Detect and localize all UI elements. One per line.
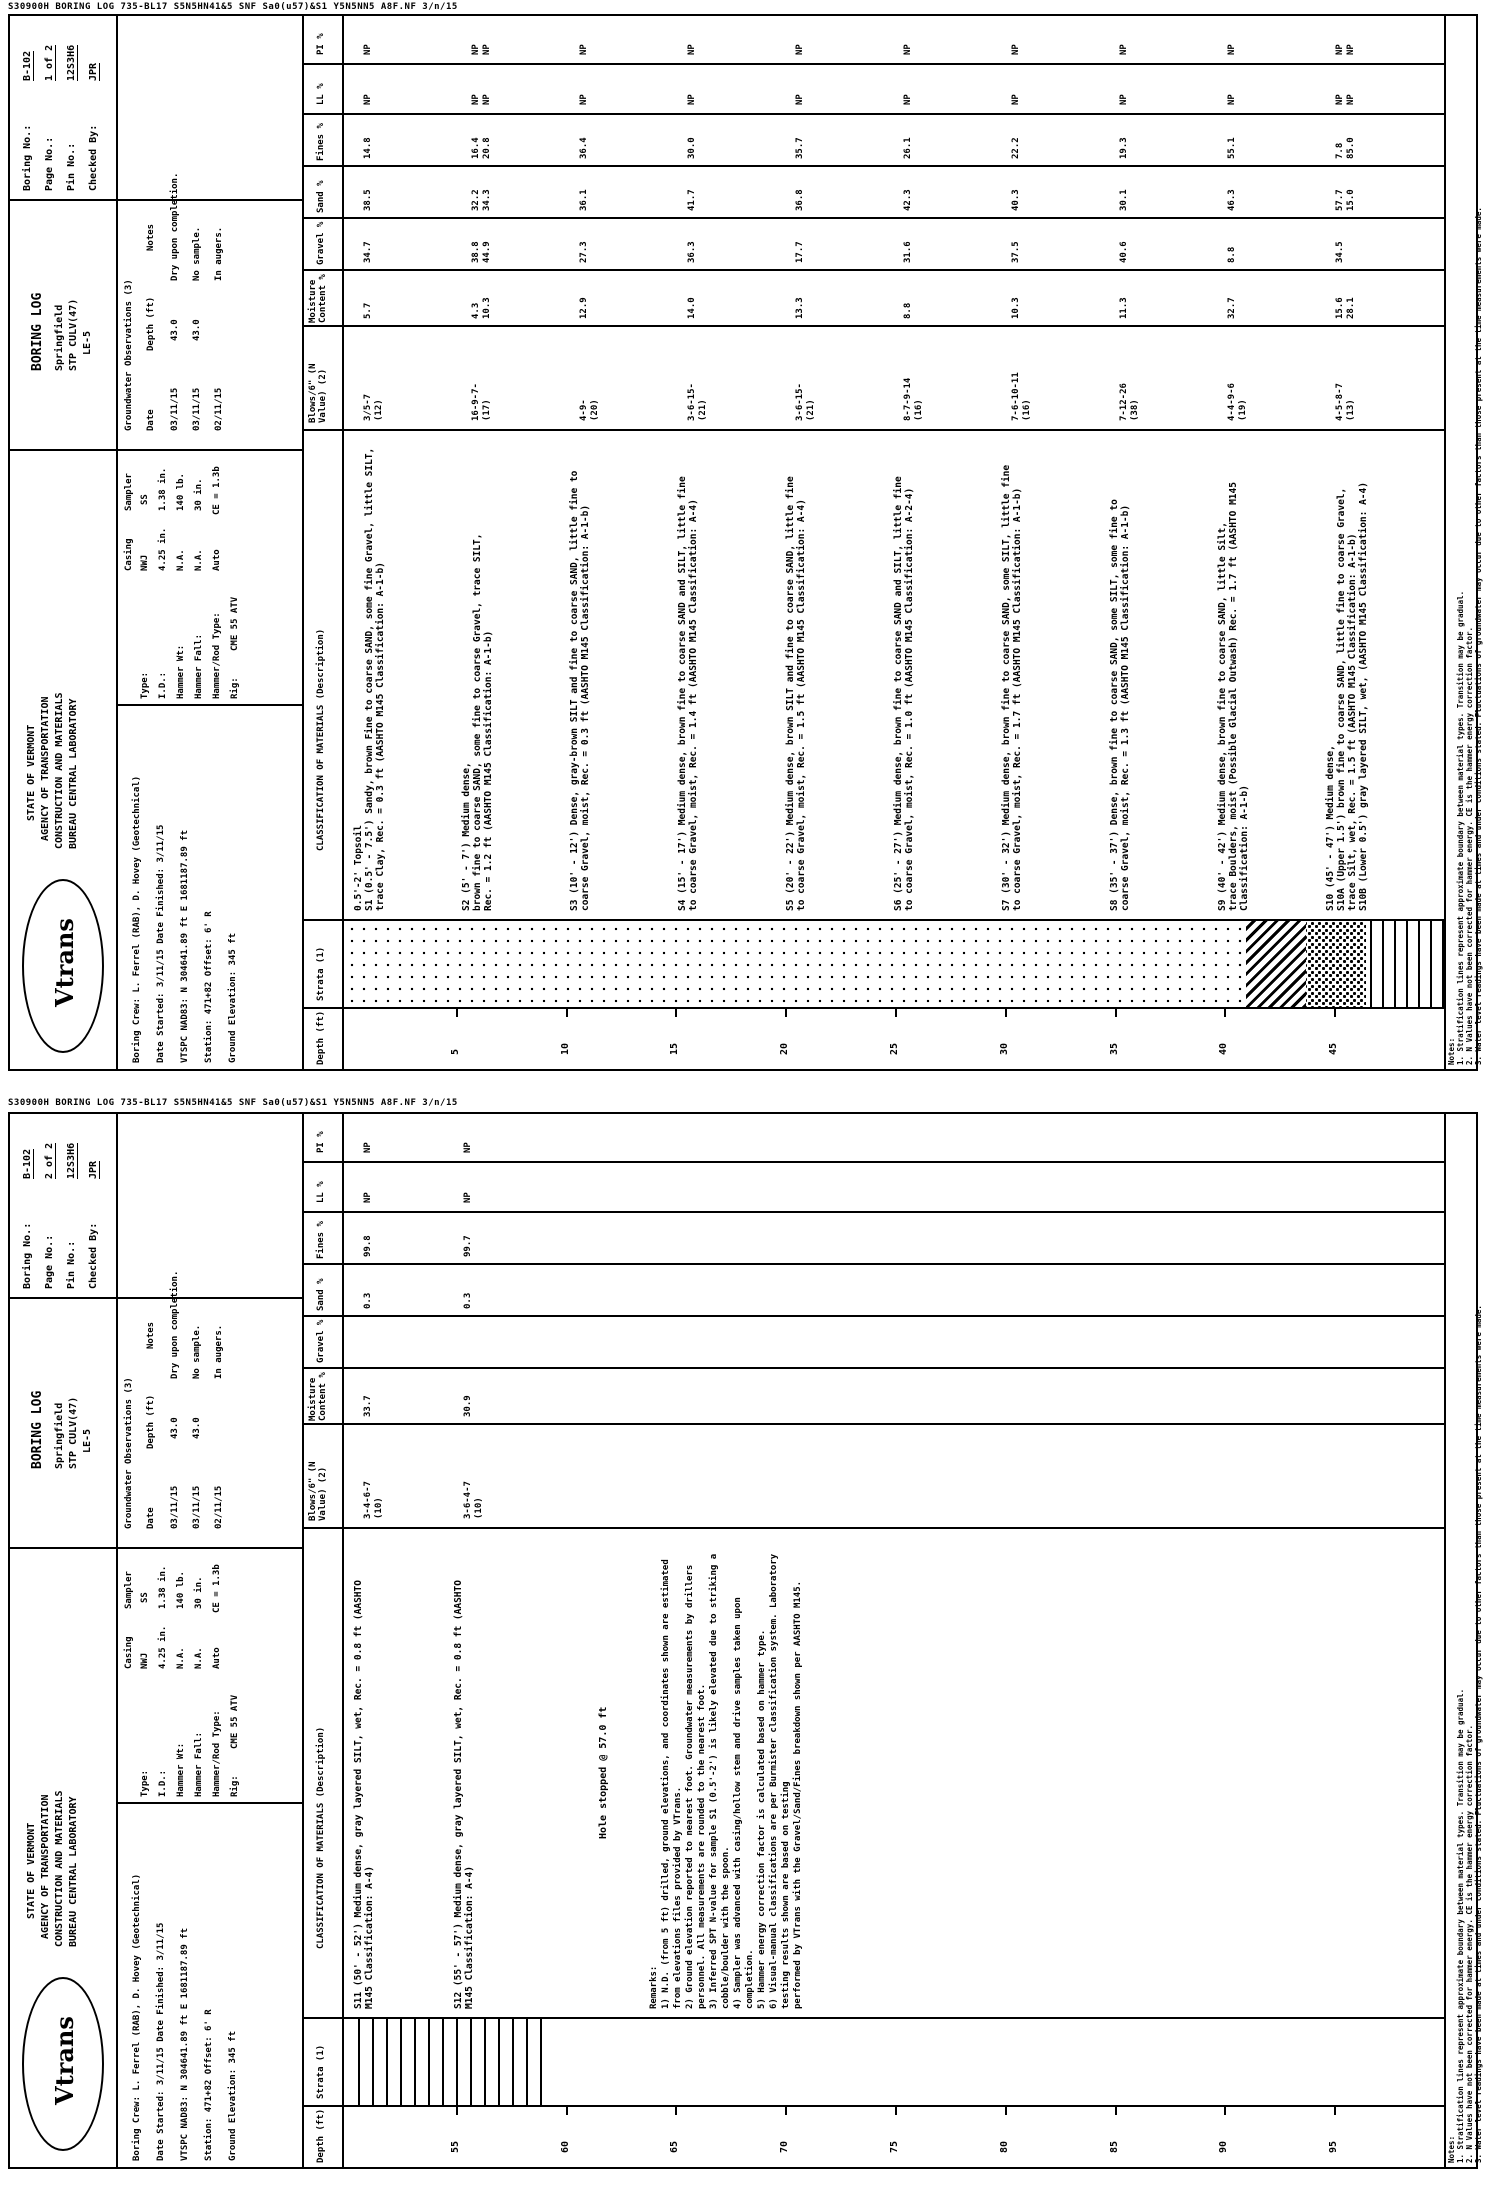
agency-line1: STATE OF VERMONT: [26, 1822, 37, 1919]
agency-line3: CONSTRUCTION AND MATERIALS: [54, 692, 65, 849]
hammer-wt-sampler: 140 lb.: [176, 1571, 186, 1609]
sample-gravel: 40.6: [1119, 241, 1129, 263]
sample-gravel: 36.3: [687, 241, 697, 263]
sample-pi: NP: [1119, 44, 1129, 55]
sample-fines: 55.1: [1227, 137, 1237, 159]
agency-line1: STATE OF VERMONT: [26, 724, 37, 821]
sheet1-header-line: S30900H BORING LOG 735-BL17 S5N5HN41&5 SNF Sa0(u57)&S1 Y5N5NN5 A8F.NF 3/n/15: [8, 2, 458, 12]
depth-tick: [1005, 1009, 1007, 1017]
log-title: BORING LOG: [30, 292, 45, 371]
sample-sand: 41.7: [687, 189, 697, 211]
sample-gravel: 38.8 44.9: [471, 241, 492, 263]
rig: CME 55 ATV: [230, 1694, 240, 1749]
pin-no: 12S3H6: [66, 1142, 77, 1179]
sample-moisture: 5.7: [363, 302, 373, 319]
sample-description: S7 (30' - 32') Medium dense, brown fine to coarse SAND, some SILT, little fine to coarse Gravel, moist, Rec. = 1.7 ft (AASHTO M145 Classification: A-1-b): [1001, 464, 1023, 911]
depth-tick-label: 45: [1328, 1042, 1339, 1055]
sample-fines: 30.0: [687, 137, 697, 159]
depth-tick: [1334, 1009, 1336, 1017]
sample-moisture: 15.6 28.1: [1335, 297, 1356, 319]
hammer-type-sampler: CE = 1.3b: [212, 1564, 222, 1613]
agency-line2: AGENCY OF TRANSPORTATION: [40, 696, 51, 841]
sample-moisture: 32.7: [1227, 297, 1237, 319]
gw-row-depth: 43.0: [170, 319, 180, 341]
sampler-heading: Sampler: [124, 1571, 134, 1609]
checked-by: JPR: [88, 1160, 99, 1179]
pin-no: 12S3H6: [66, 44, 77, 81]
sample-blows: 4-4-9-6 (19): [1227, 383, 1248, 421]
sample-blows: 16-9-7- (17): [471, 383, 492, 421]
depth-tick: [1005, 2107, 1007, 2115]
title-block: [8, 14, 304, 1071]
vtrans-logo: Vtrans: [22, 879, 104, 1053]
sample-moisture: 11.3: [1119, 297, 1129, 319]
depth-tick-label: 75: [889, 2140, 900, 2153]
col-fines: Fines %: [316, 1221, 326, 1259]
sample-description: 0.5'-2' Topsoil S1 (0.5' - 7.5') Sandy, brown Fine to coarse SAND, some fine Gravel, little SILT, trace Clay, Rec. = 0.3 ft (AASHTO M145 Classification: A-1-b): [353, 447, 386, 911]
sample-blows: 3-4-6-7 (10): [363, 1481, 384, 1519]
sample-ll: NP: [1119, 94, 1129, 105]
sample-description: S6 (25' - 27') Medium dense, brown fine to coarse SAND and SILT, little fine to coarse Gravel, moist, Rec. = 1.0 ft (AASHTO M145 Classification: A-2-4): [893, 476, 915, 911]
depth-tick-label: 95: [1328, 2140, 1339, 2153]
type-sampler: SS: [140, 494, 150, 505]
gw-row-date: 03/11/15: [192, 1485, 202, 1529]
sample-blows: 3-6-4-7 (10): [463, 1481, 484, 1519]
type-casing: NWJ: [140, 1652, 150, 1669]
hammer-fall-sampler: 30 in.: [194, 478, 204, 511]
depth-tick-label: 25: [889, 1042, 900, 1055]
depth-tick: [675, 2107, 677, 2115]
groundwater-title: Groundwater Observations (3): [124, 279, 134, 431]
gw-row-date: 02/11/15: [214, 387, 224, 431]
page-no-label: Page No.:: [44, 136, 55, 191]
col-moisture: Moisture Content %: [308, 1372, 328, 1421]
hammer-type-label: Hammer/Rod Type:: [212, 1710, 222, 1797]
gw-row-notes: Dry upon completion.: [170, 172, 180, 281]
hammer-wt-casing: N.A.: [176, 549, 186, 571]
notes-block: [1446, 1112, 1483, 2169]
depth-tick: [895, 2107, 897, 2115]
depth-tick-label: 35: [1109, 1042, 1120, 1055]
strata-boulder-pattern: [1306, 921, 1366, 1007]
sample-pi: NP: [795, 44, 805, 55]
id-casing: 4.25 in.: [158, 527, 168, 571]
strata-silt-pattern: [1366, 921, 1444, 1007]
sample-sand: 30.1: [1119, 189, 1129, 211]
sample-moisture: 33.7: [363, 1395, 373, 1417]
boring-crew: Boring Crew: L. Ferrel (RAB), D. Hovey (Geotechnical): [132, 775, 142, 1063]
id-sampler: 1.38 in.: [158, 1565, 168, 1609]
sample-description: S11 (50' - 52') Medium dense, gray layered SILT, wet, Rec. = 0.8 ft (AASHTO M145 Classification: A-4): [353, 1580, 375, 2009]
project-number: STP CULV(47): [68, 1396, 79, 1469]
col-blows: Blows/6" (N Value) (2): [308, 1461, 328, 1521]
sample-description: S8 (35' - 37') Dense, brown fine to coarse SAND, some SILT, some fine to coarse Gravel, moist, Rec. = 1.3 ft (AASHTO M145 Classification: A-1-b): [1109, 499, 1131, 911]
sample-description: S2 (5' - 7') Medium dense, brown fine to coarse SAND, some fine to coarse Gravel, trace SILT, Rec. = 1.2 ft (AASHTO M145 Classification: A-1-b): [461, 533, 494, 911]
hammer-fall-sampler: 30 in.: [194, 1576, 204, 1609]
sheet2-header-line: S30900H BORING LOG 735-BL17 S5N5HN41&5 SNF Sa0(u57)&S1 Y5N5NN5 A8F.NF 3/n/15: [8, 1098, 458, 1108]
depth-tick: [1224, 1009, 1226, 1017]
sample-blows: 4-9- (20): [579, 399, 600, 421]
col-gravel: Gravel %: [316, 221, 326, 265]
checked-by: JPR: [88, 62, 99, 81]
dates: Date Started: 3/11/15 Date Finished: 3/11/15: [156, 824, 166, 1063]
page-no: 2 of 2: [44, 1142, 55, 1179]
sample-fines: 22.2: [1011, 137, 1021, 159]
sample-gravel: 34.5: [1335, 241, 1345, 263]
col-sand: Sand %: [316, 180, 326, 213]
project-code: LE-5: [82, 1428, 93, 1453]
sample-description: S10 (45' - 47') Medium dense, S10A (Upper 1.5') brown fine to coarse SAND, little fine to coarse Gravel, trace Silt, wet, Rec. = 1.5 ft (AASHTO M145 Classification: A-1-b) S10B (Lower 0.5') gray layered SILT, wet, (AASHTO M145 Classification: A-4): [1325, 482, 1369, 911]
gw-h-depth: Depth (ft): [146, 1394, 156, 1449]
sample-moisture: 13.3: [795, 297, 805, 319]
gw-row-depth: 43.0: [192, 1417, 202, 1439]
sample-pi: NP: [363, 44, 373, 55]
sample-ll: NP: [363, 94, 373, 105]
sample-pi: NP: [463, 1142, 473, 1153]
sheet2: [8, 1112, 1483, 2169]
sample-ll: NP: [795, 94, 805, 105]
rig-label: Rig:: [230, 677, 240, 699]
sample-pi: NP: [1011, 44, 1021, 55]
depth-tick: [1224, 2107, 1226, 2115]
depth-tick: [566, 1009, 568, 1017]
sample-blows: 7-6-10-11 (16): [1011, 372, 1032, 421]
page-no-label: Page No.:: [44, 1234, 55, 1289]
sample-blows: 7-12-26 (38): [1119, 383, 1140, 421]
depth-tick-label: 30: [999, 1042, 1010, 1055]
sample-blows: 3-6-15- (21): [795, 383, 816, 421]
sample-sand: 46.3: [1227, 189, 1237, 211]
type-sampler: SS: [140, 1592, 150, 1603]
col-description: CLASSIFICATION OF MATERIALS (Description): [316, 628, 326, 851]
gw-row-notes: No sample.: [192, 1324, 202, 1379]
sample-gravel: 31.6: [903, 241, 913, 263]
depth-tick-label: 15: [669, 1042, 680, 1055]
project-code: LE-5: [82, 330, 93, 355]
sample-gravel: 8.8: [1227, 246, 1237, 263]
depth-tick: [1115, 1009, 1117, 1017]
project-number: STP CULV(47): [68, 298, 79, 371]
depth-tick-label: 40: [1218, 1042, 1229, 1055]
gw-row-date: 02/11/15: [214, 1485, 224, 1529]
sample-pi: NP NP: [471, 44, 492, 55]
boring-no-label: Boring No.:: [22, 1222, 33, 1289]
type-label: Type:: [140, 671, 150, 699]
checked-label: Checked By:: [88, 1222, 99, 1289]
vtspc-coords: VTSPC NAD83: N 304641.89 ft E 1681187.89 ft: [180, 1928, 190, 2161]
gw-row-date: 03/11/15: [170, 387, 180, 431]
col-blows: Blows/6" (N Value) (2): [308, 363, 328, 423]
depth-tick-label: 70: [779, 2140, 790, 2153]
groundwater-title: Groundwater Observations (3): [124, 1377, 134, 1529]
hammer-fall-label: Hammer Fall:: [194, 633, 204, 699]
sample-sand: 36.8: [795, 189, 805, 211]
hammer-wt-sampler: 140 lb.: [176, 473, 186, 511]
id-casing: 4.25 in.: [158, 1625, 168, 1669]
sample-ll: NP: [903, 94, 913, 105]
column-header-row: [304, 14, 344, 1071]
sample-description: S3 (10' - 12') Dense, gray-brown SILT and fine to coarse SAND, little fine to coarse Gravel, moist, Rec. = 0.3 ft (AASHTO M145 Classification: A-1-b): [569, 470, 591, 911]
col-strata: Strata (1): [316, 946, 326, 1001]
sample-sand: 36.1: [579, 189, 589, 211]
depth-tick-label: 90: [1218, 2140, 1229, 2153]
sample-fines: 35.7: [795, 137, 805, 159]
notes-text: Notes: 1. Stratification lines represent approximate boundary between material types. Transition may be gradual. 2. N Values have not been corrected for hammer energy. CE is the hammer energy correction factor. 3. Water level readings have been made at times and under conditions stated. Fluctuations of groundwater may occur due to other factors than those present at the time measurements were made.: [1447, 207, 1483, 1065]
ground-elevation: Ground Elevation: 345 ft: [228, 932, 238, 1063]
sample-pi: NP: [1227, 44, 1237, 55]
depth-tick: [895, 1009, 897, 1017]
depth-tick-label: 5: [450, 1048, 461, 1055]
id-label: I.D.:: [158, 671, 168, 699]
sample-blows: 3/5-7 (12): [363, 393, 384, 421]
depth-tick: [785, 1009, 787, 1017]
sample-fines: 36.4: [579, 137, 589, 159]
gw-h-notes: Notes: [146, 1321, 156, 1349]
rig: CME 55 ATV: [230, 596, 240, 651]
agency-line2: AGENCY OF TRANSPORTATION: [40, 1794, 51, 1939]
col-depth: Depth (ft): [316, 1010, 326, 1065]
type-label: Type:: [140, 1769, 150, 1797]
sample-description: S9 (40' - 42') Medium dense, brown fine to coarse SAND, little Silt, trace Boulders, moist (Possible Glacial Outwash) Rec. = 1.7 ft (AASHTO M145 Classification: A-1-b): [1217, 482, 1250, 911]
vtrans-logo: Vtrans: [22, 1977, 104, 2151]
notes-text: Notes: 1. Stratification lines represent approximate boundary between material types. Transition may be gradual. 2. N Values have not been corrected for hammer energy. CE is the hammer energy correction factor. 3. Water level readings have been made at times and under conditions stated. Fluctuations of groundwater may occur due to other factors than those present at the time measurements were made.: [1447, 1305, 1483, 2163]
sample-moisture: 8.8: [903, 302, 913, 319]
project-town: Springfield: [54, 1402, 65, 1469]
hammer-type-casing: Auto: [212, 549, 222, 571]
col-depth: Depth (ft): [316, 2108, 326, 2163]
type-casing: NWJ: [140, 554, 150, 571]
agency-line4: BUREAU CENTRAL LABORATORY: [68, 698, 79, 849]
sheet1: [8, 14, 1483, 1071]
depth-tick: [456, 2107, 458, 2115]
sample-pi: NP: [903, 44, 913, 55]
sample-moisture: 30.9: [463, 1395, 473, 1417]
title-block: [8, 1112, 304, 2169]
sampler-heading: Sampler: [124, 473, 134, 511]
depth-tick-label: 65: [669, 2140, 680, 2153]
sample-ll: NP NP: [471, 94, 492, 105]
project-town: Springfield: [54, 304, 65, 371]
pin-no-label: Pin No.:: [66, 1240, 77, 1289]
sample-fines: 99.8: [363, 1235, 373, 1257]
gw-h-depth: Depth (ft): [146, 296, 156, 351]
col-gravel: Gravel %: [316, 1319, 326, 1363]
col-moisture: Moisture Content %: [308, 274, 328, 323]
gw-row-notes: No sample.: [192, 226, 202, 281]
depth-tick-label: 80: [999, 2140, 1010, 2153]
sample-gravel: 37.5: [1011, 241, 1021, 263]
strata-sand-pattern: [346, 921, 1246, 1007]
sample-ll: NP: [363, 1192, 373, 1203]
sample-description: S12 (55' - 57') Medium dense, gray layered SILT, wet, Rec. = 0.8 ft (AASHTO M145 Classification: A-4): [453, 1580, 475, 2009]
col-pi: PI %: [316, 33, 326, 55]
boring-crew: Boring Crew: L. Ferrel (RAB), D. Hovey (Geotechnical): [132, 1873, 142, 2161]
boring-no: B-102: [22, 1148, 33, 1179]
checked-label: Checked By:: [88, 124, 99, 191]
sample-blows: 8-7-9-14 (16): [903, 377, 924, 421]
gw-row-date: 03/11/15: [170, 1485, 180, 1529]
sample-ll: NP: [1011, 94, 1021, 105]
gw-row-depth: 43.0: [192, 319, 202, 341]
sample-ll: NP: [579, 94, 589, 105]
sample-fines: 16.4 20.8: [471, 137, 492, 159]
sample-ll: NP: [687, 94, 697, 105]
sample-moisture: 14.0: [687, 297, 697, 319]
sample-ll: NP NP: [1335, 94, 1356, 105]
sample-moisture: 4.3 10.3: [471, 297, 492, 319]
casing-heading: Casing: [124, 1636, 134, 1669]
sample-moisture: 10.3: [1011, 297, 1021, 319]
col-ll: LL %: [316, 83, 326, 105]
hammer-type-sampler: CE = 1.3b: [212, 466, 222, 515]
vtspc-coords: VTSPC NAD83: N 304641.89 ft E 1681187.89 ft: [180, 830, 190, 1063]
gw-row-notes: In augers.: [214, 226, 224, 281]
sample-fines: 14.8: [363, 137, 373, 159]
col-fines: Fines %: [316, 123, 326, 161]
sample-gravel: 17.7: [795, 241, 805, 263]
sample-blows: 3-6-15- (21): [687, 383, 708, 421]
sample-sand: 0.3: [363, 1292, 373, 1309]
hammer-type-casing: Auto: [212, 1647, 222, 1669]
sample-fines: 26.1: [903, 137, 913, 159]
depth-tick: [1334, 2107, 1336, 2115]
depth-tick: [566, 2107, 568, 2115]
sample-ll: NP: [463, 1192, 473, 1203]
depth-tick: [1115, 2107, 1117, 2115]
col-pi: PI %: [316, 1131, 326, 1153]
id-sampler: 1.38 in.: [158, 467, 168, 511]
boring-no-label: Boring No.:: [22, 124, 33, 191]
gw-row-depth: 43.0: [170, 1417, 180, 1439]
depth-tick-label: 55: [450, 2140, 461, 2153]
depth-tick: [456, 1009, 458, 1017]
sample-gravel: 27.3: [579, 241, 589, 263]
strata-silt-pattern: [346, 2019, 542, 2105]
col-strata: Strata (1): [316, 2044, 326, 2099]
col-description: CLASSIFICATION OF MATERIALS (Description): [316, 1726, 326, 1949]
dates: Date Started: 3/11/15 Date Finished: 3/11/15: [156, 1922, 166, 2161]
log-title: BORING LOG: [30, 1390, 45, 1469]
sample-ll: NP: [1227, 94, 1237, 105]
rig-label: Rig:: [230, 1775, 240, 1797]
id-label: I.D.:: [158, 1769, 168, 1797]
agency-line3: CONSTRUCTION AND MATERIALS: [54, 1790, 65, 1947]
sample-fines: 7.8 85.0: [1335, 137, 1356, 159]
gw-row-date: 03/11/15: [192, 387, 202, 431]
col-sand: Sand %: [316, 1278, 326, 1311]
hammer-wt-label: Hammer Wt:: [176, 644, 186, 699]
sample-sand: 57.7 15.0: [1335, 189, 1356, 211]
sample-description: S5 (20' - 22') Medium dense, brown SILT and fine to coarse SAND, little fine to coarse Gravel, moist, Rec. = 1.5 ft (AASHTO M145 Classification: A-4): [785, 476, 807, 911]
sample-description: S4 (15' - 17') Medium dense, brown fine to coarse SAND and SILT, little fine to coarse Gravel, moist, Rec. = 1.4 ft (AASHTO M145 Classification: A-4): [677, 476, 699, 911]
hammer-fall-casing: N.A.: [194, 1647, 204, 1669]
col-ll: LL %: [316, 1181, 326, 1203]
gw-h-date: Date: [146, 409, 156, 431]
gw-row-notes: In augers.: [214, 1324, 224, 1379]
hammer-wt-casing: N.A.: [176, 1647, 186, 1669]
page-no: 1 of 2: [44, 44, 55, 81]
boring-no: B-102: [22, 50, 33, 81]
sample-fines: 99.7: [463, 1235, 473, 1257]
hammer-fall-casing: N.A.: [194, 549, 204, 571]
sample-sand: 0.3: [463, 1292, 473, 1309]
gw-h-notes: Notes: [146, 223, 156, 251]
sample-pi: NP: [687, 44, 697, 55]
remarks-text: Remarks: 1) N.D. (from 5 ft) drilled, ground elevations, and coordinates shown are estimated from elevations files provided by VTrans. 2) Ground elevation reported to nearest foot. Groundwater measurements by drillers personnel. All measurements are rounded to the nearest foot. 3) Inferred SPT N-value for sample S1 (0.5'-2') is likely elevated due to striking a cobble/boulder with the spoon. 4) Sampler was advanced with casing/hollow stem and drive samples taken upon completion. 5) Hammer energy correction factor is calculated based on hammer type. 6) Visual-manual classifications are per Burmister classification system. Laboratory testing results shown are based on testing performed by VTrans with the Gravel/Sand/Fines breakdown shown per AASHTO M145.: [649, 1553, 803, 2009]
depth-tick: [675, 1009, 677, 1017]
depth-tick-label: 85: [1109, 2140, 1120, 2153]
sample-fines: 19.3: [1119, 137, 1129, 159]
sample-gravel: 34.7: [363, 241, 373, 263]
station-offset: Station: 471+82 Offset: 6' R: [204, 911, 214, 1063]
ground-elevation: Ground Elevation: 345 ft: [228, 2030, 238, 2161]
depth-tick-label: 60: [560, 2140, 571, 2153]
depth-tick: [785, 2107, 787, 2115]
station-offset: Station: 471+82 Offset: 6' R: [204, 2009, 214, 2161]
sample-sand: 38.5: [363, 189, 373, 211]
sample-sand: 40.3: [1011, 189, 1021, 211]
hammer-fall-label: Hammer Fall:: [194, 1731, 204, 1797]
sample-pi: NP: [579, 44, 589, 55]
sample-moisture: 12.9: [579, 297, 589, 319]
gw-h-date: Date: [146, 1507, 156, 1529]
sample-blows: 4-5-8-7 (13): [1335, 383, 1356, 421]
notes-block: [1446, 14, 1483, 1071]
hammer-wt-label: Hammer Wt:: [176, 1742, 186, 1797]
pin-no-label: Pin No.:: [66, 142, 77, 191]
sample-sand: 42.3: [903, 189, 913, 211]
depth-tick-label: 10: [560, 1042, 571, 1055]
agency-line4: BUREAU CENTRAL LABORATORY: [68, 1796, 79, 1947]
sample-sand: 32.2 34.3: [471, 189, 492, 211]
strata-gravel-pattern: [1246, 921, 1306, 1007]
sample-pi: NP NP: [1335, 44, 1356, 55]
sample-pi: NP: [363, 1142, 373, 1153]
gw-row-notes: Dry upon completion.: [170, 1270, 180, 1379]
depth-tick-label: 20: [779, 1042, 790, 1055]
refusal-note: Hole stopped @ 57.0 ft: [598, 1706, 609, 1839]
hammer-type-label: Hammer/Rod Type:: [212, 612, 222, 699]
column-header-row: [304, 1112, 344, 2169]
casing-heading: Casing: [124, 538, 134, 571]
